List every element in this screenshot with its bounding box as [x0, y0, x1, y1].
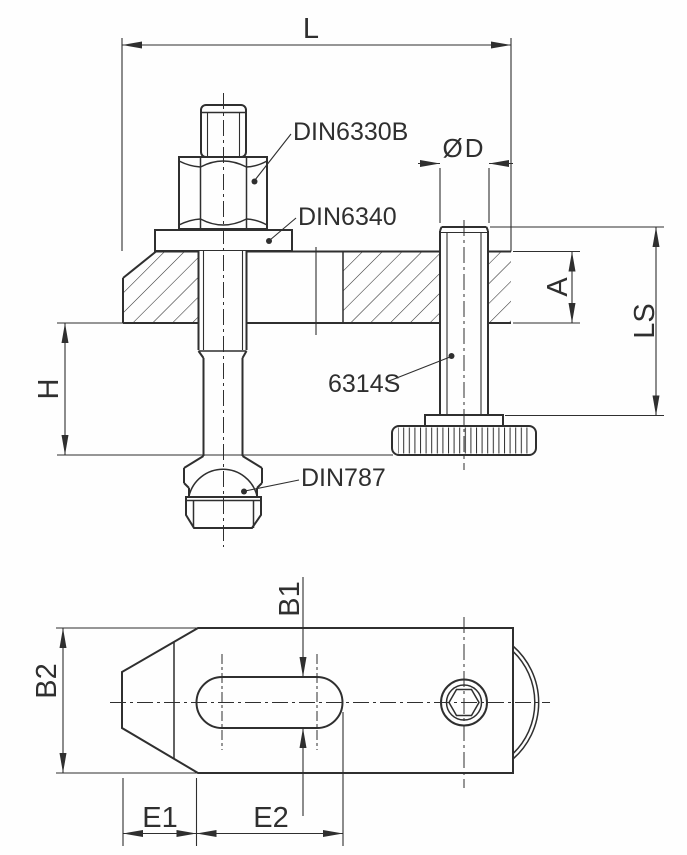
- bolt-taper-right: [243, 351, 247, 358]
- screw-top-chamfer-right: [487, 227, 489, 231]
- hatch-region-left: [123, 252, 199, 324]
- dim-B1: [274, 577, 307, 816]
- label-din6330b: [252, 118, 409, 185]
- dim-A-label: A: [542, 277, 574, 297]
- side-view: [33, 13, 664, 547]
- dim-E1-label: E1: [142, 802, 178, 834]
- part-label-din6330b: DIN6330B: [293, 118, 409, 146]
- plan-view: [31, 577, 550, 846]
- dim-E2-label: E2: [253, 802, 289, 834]
- dim-LS: [490, 227, 664, 416]
- leader-dot-din6340: [266, 238, 272, 244]
- dim-D-label: ØD: [442, 133, 486, 163]
- dim-L-label: L: [302, 13, 320, 45]
- dim-E1-E2: [123, 712, 343, 846]
- bolt-taper-left: [199, 351, 204, 358]
- bolt-shank-fill: [199, 251, 247, 350]
- dim-D: [418, 133, 513, 223]
- leader-dot-din787: [241, 489, 247, 495]
- leader-dot-6314s: [449, 353, 455, 359]
- dim-LS-label: LS: [629, 303, 661, 339]
- leader-dot-din6330b: [252, 179, 258, 185]
- hatch-region-right: [489, 252, 512, 324]
- dim-H-label: H: [33, 378, 65, 400]
- hatch-region-middle: [343, 252, 440, 324]
- part-label-din6340: DIN6340: [298, 203, 397, 231]
- dim-B1-label: B1: [274, 581, 306, 617]
- dim-B2-label: B2: [31, 663, 63, 699]
- part-label-6314s: 6314S: [328, 370, 401, 398]
- dim-A: [513, 252, 580, 324]
- label-6314s: [328, 353, 455, 398]
- screw-top-chamfer-left: [440, 227, 442, 231]
- part-label-din787: DIN787: [301, 464, 386, 492]
